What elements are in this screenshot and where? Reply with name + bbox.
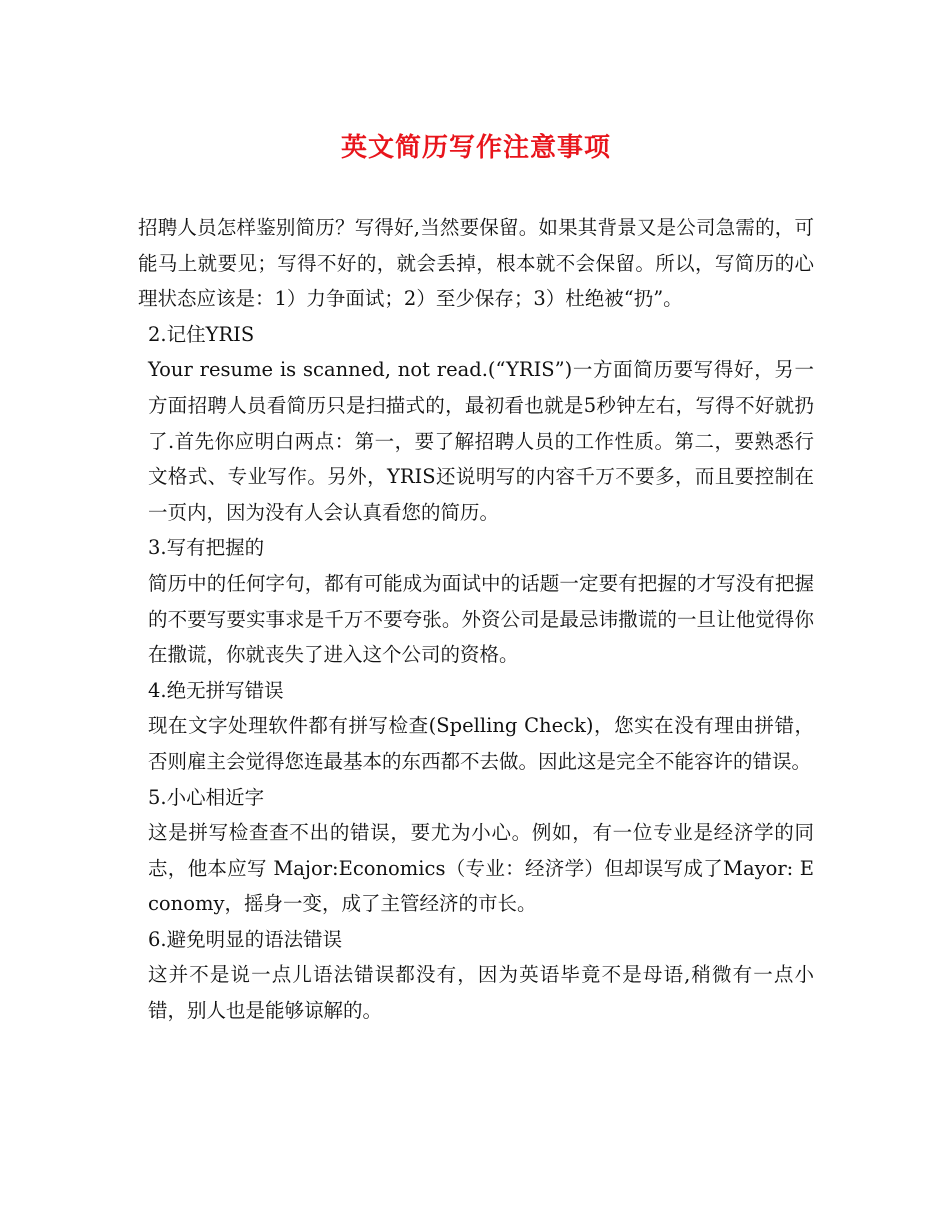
- intro-paragraph: 招聘人员怎样鉴别简历？写得好,当然要保留。如果其背景又是公司急需的，可能马上就要见；写得不好的，就会丢掉，根本就不会保留。所以，写简历的心理状态应该是：1）力争面试；2）至少保存；3）杜绝被“扔”。: [138, 216, 814, 311]
- section-4: [138, 673, 814, 780]
- section-5: [138, 780, 814, 922]
- section-2: [138, 317, 814, 531]
- section-body: 这是拼写检查查不出的错误，要尤为小心。例如，有一位专业是经济学的同志，他本应写 Major:Economics（专业：经济学）但却误写成了Mayor: Economy，摇身一变，成了主管经济的市长。: [148, 821, 814, 916]
- section-6: [138, 922, 814, 1029]
- section-body: 现在文字处理软件都有拼写检查(Spelling Check)，您实在没有理由拼错，否则雇主会觉得您连最基本的东西都不去做。因此这是完全不能容许的错误。: [148, 714, 814, 773]
- document-page: [138, 128, 814, 1029]
- section-body: 这并不是说一点儿语法错误都没有，因为英语毕竟不是母语,稍微有一点小错，别人也是能够谅解的。: [148, 963, 814, 1023]
- section-heading: 6.避免明显的语法错误: [148, 927, 343, 951]
- section-heading: 5.小心相近字: [148, 785, 265, 809]
- section-heading: 3.写有把握的: [148, 536, 265, 560]
- section-heading: 2.记住YRIS: [148, 322, 255, 346]
- section-body: 简历中的任何字句，都有可能成为面试中的话题一定要有把握的才写没有把握的不要写要实事求是千万不要夸张。外资公司是最忌讳撒谎的一旦让他觉得你在撒谎，你就丧失了进入这个公司的资格。: [148, 571, 814, 667]
- section-heading: 4.绝无拼写错误: [148, 678, 284, 702]
- section-3: [138, 530, 814, 672]
- document-title: 英文简历写作注意事项: [340, 133, 611, 163]
- section-body: Your resume is scanned, not read.(“YRIS”)一方面简历要写得好，另一方面招聘人员看简历只是扫描式的，最初看也就是5秒钟左右，写得不好就扔了.首先你应明白两点：第一，要了解招聘人员的工作性质。第二，要熟悉行文格式、专业写作。另外，YRIS还说明写的内容千万不要多，而且要控制在一页内，因为没有人会认真看您的简历。: [148, 358, 814, 524]
